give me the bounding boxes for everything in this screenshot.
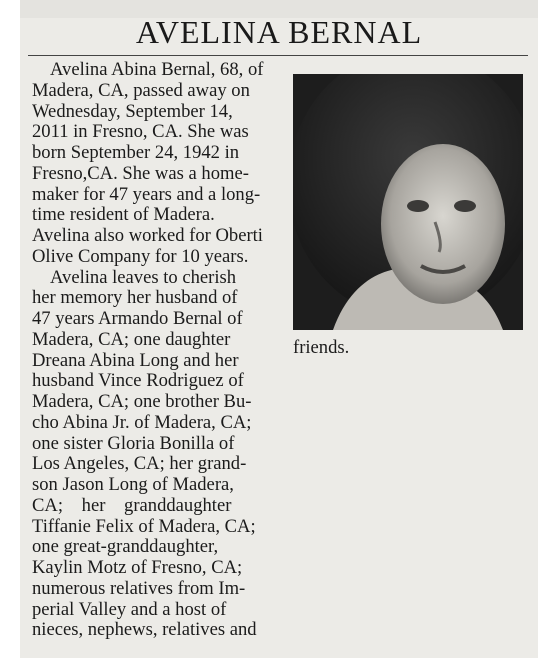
body-line: one great-granddaughter, <box>32 536 219 558</box>
body-line: 47 years Armando Bernal of <box>32 308 243 329</box>
body-line: time resident of Madera. <box>32 204 215 226</box>
body-line: maker for 47 years and a long- <box>32 183 261 205</box>
obituary-body <box>32 60 276 641</box>
portrait-image <box>293 74 523 330</box>
body-line: Avelina also worked for Oberti <box>32 225 263 246</box>
body-line: Madera, CA, passed away on <box>32 79 250 101</box>
body-line: Tiffanie Felix of Madera, CA; <box>32 515 256 537</box>
body-line: Wednesday, September 14, <box>32 100 233 122</box>
obituary-headline: AVELINA BERNAL <box>135 14 423 50</box>
body-line: nieces, nephews, relatives and <box>32 619 257 641</box>
body-line: husband Vince Rodriguez of <box>32 370 244 392</box>
body-line: Fresno,CA. She was a home- <box>32 162 249 184</box>
body-line: one sister Gloria Bonilla of <box>32 432 235 454</box>
body-line: cho Abina Jr. of Madera, CA; <box>32 411 252 433</box>
body-line: Avelina leaves to cherish <box>50 266 237 288</box>
body-line: Avelina Abina Bernal, 68, of <box>50 59 264 80</box>
photo-column-text: friends. <box>293 337 350 358</box>
body-line: Dreana Abina Long and her <box>32 349 239 371</box>
body-line: Madera, CA; one brother Bu- <box>32 391 252 412</box>
body-line: her memory her husband of <box>32 287 238 309</box>
body-line: son Jason Long of Madera, <box>32 474 234 495</box>
body-line: numerous relatives from Im- <box>32 577 246 599</box>
body-line: Olive Company for 10 years. <box>32 245 249 267</box>
portrait-photo <box>293 74 523 330</box>
body-line: perial Valley and a host of <box>32 598 227 620</box>
headline-rule <box>28 55 528 56</box>
body-line: Los Angeles, CA; her grand- <box>32 453 247 475</box>
body-line: CA; her granddaughter <box>32 494 232 516</box>
body-line: Madera, CA; one daughter <box>32 328 231 350</box>
body-line: born September 24, 1942 in <box>32 142 240 163</box>
body-line: Kaylin Motz of Fresno, CA; <box>32 557 243 578</box>
body-line: 2011 in Fresno, CA. She was <box>32 121 249 143</box>
